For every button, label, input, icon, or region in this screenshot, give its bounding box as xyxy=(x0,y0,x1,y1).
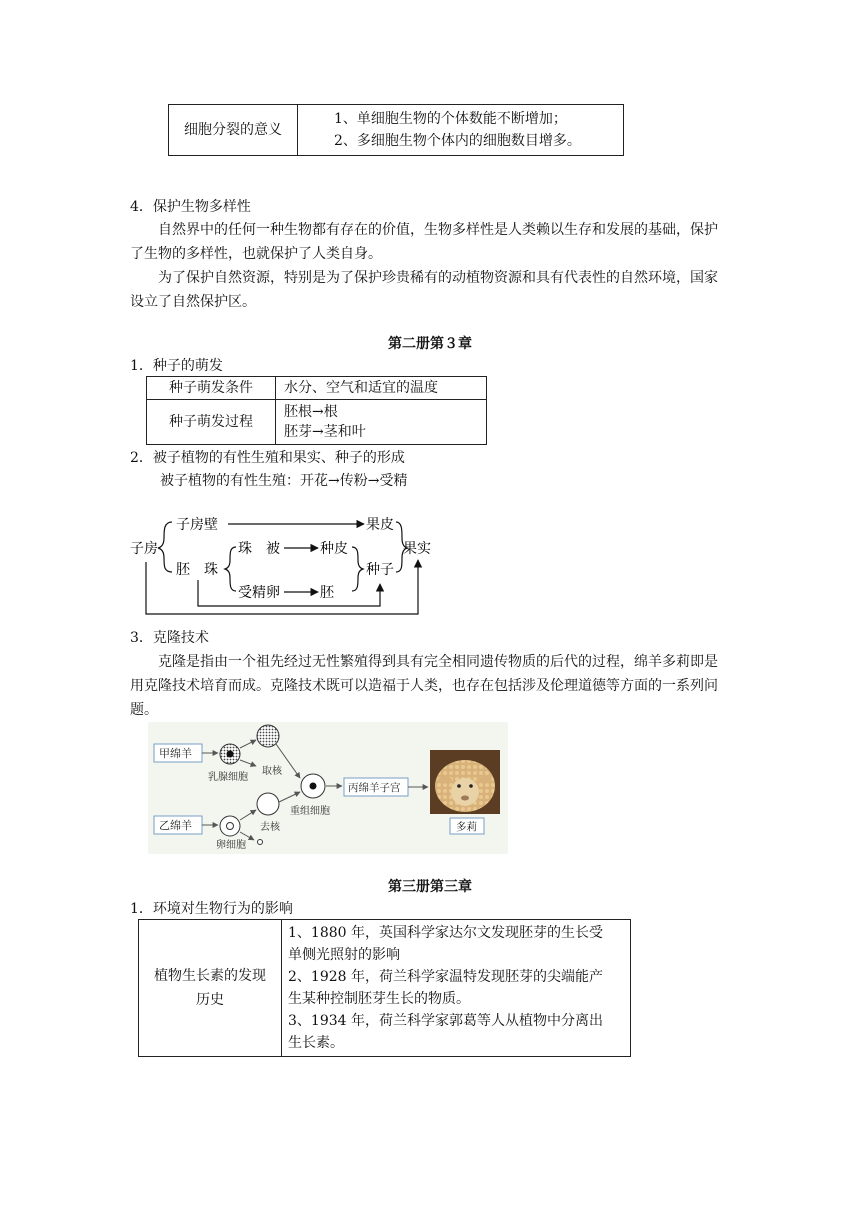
seed-condition-value: 水分、空气和适宜的温度 xyxy=(284,380,438,396)
cloning-paragraph: 克隆是指由一个祖先经过无性繁殖得到具有完全相同遗传物质的后代的过程，绵羊多莉即是用克隆技术培育而成。克隆技术既可以造福于人类，也存在包括涉及伦理道德等方面的一系列问题。 xyxy=(130,654,718,718)
auxin-item-2-line-1: 2、1928 年，荷兰科学家温特发现胚芽的尖端能产 xyxy=(288,969,603,985)
biodiversity-paragraph-2: 为了保护自然资源，特别是为了保护珍贵稀有的动植物资源和具有代表性的自然环境，国家设立了自然保护区。 xyxy=(130,270,718,310)
extracted-nucleus-icon xyxy=(257,725,279,747)
recombined-label: 重组细胞 xyxy=(290,806,330,817)
section-environment-title: 1．环境对生物行为的影响 xyxy=(130,901,293,917)
brace-ovule xyxy=(225,547,236,591)
label-seed: 种子 xyxy=(366,562,394,578)
egg-label: 卵细胞 xyxy=(216,840,246,851)
recombined-nucleus-icon xyxy=(310,783,317,790)
egg-nucleus-icon xyxy=(227,823,234,830)
section-cloning-body xyxy=(130,650,726,722)
auxin-label-line-2: 历史 xyxy=(196,992,224,1008)
section-seed-title: 1．种子的萌发 xyxy=(130,358,223,374)
label-seed-coat: 种皮 xyxy=(320,541,348,557)
sheep-b-label: 乙绵羊 xyxy=(159,819,192,832)
cell-division-item-1: 1、单细胞生物的个体数能不断增加； xyxy=(334,111,567,127)
mammary-label: 乳腺细胞 xyxy=(208,772,248,783)
take-nucleus-label: 取核 xyxy=(262,766,282,777)
auxin-history-table xyxy=(138,919,631,1057)
cell-division-item-2: 2、多细胞生物个体内的细胞数目增多。 xyxy=(334,133,581,149)
label-zygote: 受精卵 xyxy=(238,585,280,601)
seed-process-label: 种子萌发过程 xyxy=(169,414,253,430)
label-fruit: 果实 xyxy=(403,541,431,557)
biodiversity-paragraph-1: 自然界中的任何一种生物都有存在的价值，生物多样性是人类赖以生存和发展的基础，保护了生物的多样性，也就保护了人类自身。 xyxy=(130,222,718,262)
cell-division-label: 细胞分裂的意义 xyxy=(184,122,282,138)
seed-condition-label: 种子萌发条件 xyxy=(169,380,253,396)
removed-nucleus-icon xyxy=(258,840,263,845)
chapter-heading-book3: 第三册第三章 xyxy=(388,879,472,895)
label-pericarp: 果皮 xyxy=(366,517,394,533)
sheep-a-label: 甲绵羊 xyxy=(159,747,192,760)
auxin-item-1-line-1: 1、1880 年，英国科学家达尔文发现胚芽的生长受 xyxy=(288,925,603,941)
auxin-label-line-1: 植物生长素的发现 xyxy=(154,968,266,984)
label-ovary-wall: 子房壁 xyxy=(176,517,218,533)
reproduction-line: 被子植物的有性生殖：开花→传粉→受精 xyxy=(160,473,408,489)
auxin-item-3-line-1: 3、1934 年，荷兰科学家郭葛等人从植物中分离出 xyxy=(288,1013,603,1029)
brace-seed xyxy=(352,547,363,591)
dolly-photo xyxy=(430,750,500,814)
section-reproduction-title: 2．被子植物的有性生殖和果实、种子的形成 xyxy=(130,450,405,466)
dolly-label: 多莉 xyxy=(456,821,477,833)
label-integument: 珠 被 xyxy=(238,541,280,557)
table-label-cell xyxy=(139,920,282,1057)
seed-process-line-2: 胚芽→茎和叶 xyxy=(284,424,366,440)
enucleated-egg-icon xyxy=(257,793,279,815)
chapter-heading-book2: 第二册第３章 xyxy=(388,336,472,352)
brace-fruit xyxy=(396,522,407,572)
uterus-label: 丙绵羊子宫 xyxy=(348,782,401,794)
table-value-cell xyxy=(282,920,631,1057)
remove-nucleus-label: 去核 xyxy=(260,822,280,833)
label-ovule: 胚 珠 xyxy=(176,562,218,578)
arrow-ovule-to-seed xyxy=(198,580,380,606)
table-row xyxy=(139,920,631,1057)
section-cloning-title: 3．克隆技术 xyxy=(130,630,209,646)
auxin-item-2-line-2: 生某种控制胚芽生长的物质。 xyxy=(288,991,470,1007)
auxin-item-3-line-2: 生长素。 xyxy=(288,1035,344,1051)
label-ovary: 子房 xyxy=(130,541,158,557)
cloning-diagram xyxy=(148,722,508,854)
section-biodiversity-title: 4．保护生物多样性 xyxy=(130,199,251,215)
auxin-item-1-line-2: 单侧光照射的影响 xyxy=(288,947,400,963)
label-embryo: 胚 xyxy=(320,585,334,601)
mammary-nucleus-icon xyxy=(227,751,234,758)
brace-ovary xyxy=(158,522,172,572)
seed-process-line-1: 胚根→根 xyxy=(284,404,338,420)
